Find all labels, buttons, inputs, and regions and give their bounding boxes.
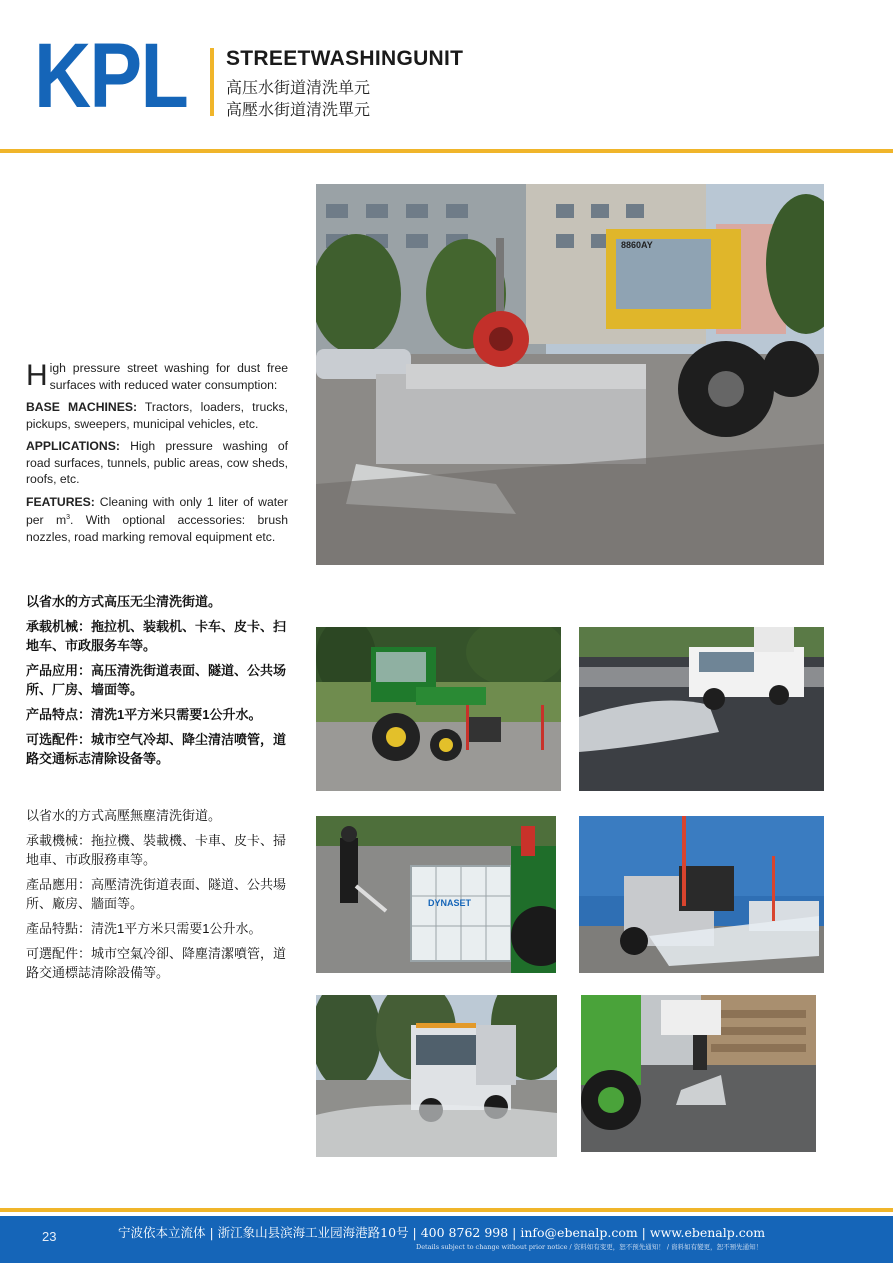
pickup-washer-image	[579, 627, 824, 791]
cn-t-line5: 可選配件：城市空氣冷卻、降塵清潔噴管，道路交通標誌清除設備等。	[26, 946, 287, 980]
dropcap: H	[26, 359, 48, 392]
intro-chinese-traditional	[26, 806, 296, 988]
intro-lead-paragraph	[26, 360, 288, 393]
base-machines-label: BASE MACHINES:	[26, 400, 138, 414]
features-text-2: . With optional accessories: brush nozzles, road marking removal equipment etc.	[26, 513, 289, 544]
subtitle-traditional: 高壓水街道清洗單元	[226, 102, 371, 119]
photo-handheld-lance	[316, 816, 556, 973]
applications-label: APPLICATIONS:	[26, 439, 120, 453]
truck-washer-image	[316, 995, 557, 1157]
cn-s-line2: 承载机械：拖拉机、装载机、卡车、皮卡、扫地车、市政服务车等。	[26, 619, 287, 653]
handheld-lance-image	[316, 816, 556, 973]
ibc-tank-label: DYNASET	[428, 898, 472, 908]
subtitle-simplified: 高压水街道清洗单元	[226, 80, 371, 97]
header-rule	[0, 149, 893, 153]
photo-wash-bar-unit	[579, 816, 824, 973]
loader-washer-image	[581, 995, 816, 1152]
footer-bar	[0, 1216, 893, 1263]
cn-t-line1: 以省水的方式高壓無塵清洗街道。	[26, 808, 222, 823]
photo-pickup-washer	[579, 627, 824, 791]
footer-contact: 宁波依本立流体 | 浙江象山县滨海工业园海港路10号 | 400 8762 998 | info@ebenalp.com | www.ebenalp.com	[118, 1225, 766, 1240]
features-label: FEATURES:	[26, 494, 95, 509]
cn-t-line3: 產品應用：高壓清洗街道表面、隧道、公共場所、廠房、牆面等。	[26, 877, 287, 911]
page-subtitle	[226, 78, 370, 122]
page-number: 23	[42, 1229, 57, 1244]
green-tractor-image	[316, 627, 561, 791]
header-divider	[210, 48, 214, 116]
main-photo-image	[316, 184, 824, 565]
photo-loader-washer	[581, 995, 816, 1152]
cn-s-line3: 产品应用：高压清洗街道表面、隧道、公共场所、厂房、墙面等。	[26, 663, 287, 697]
cn-t-line4: 產品特點：清洗1平方米只需要1公升水。	[26, 921, 262, 936]
cn-s-line4: 产品特点：清洗1平方米只需要1公升水。	[26, 707, 262, 722]
wash-bar-unit-image	[579, 816, 824, 973]
cn-s-line5: 可选配件：城市空气冷却、降尘清洁喷管，道路交通标志清除设备等。	[26, 732, 287, 766]
intro-english	[26, 360, 288, 551]
intro-lead: igh pressure street washing for dust free surfaces with reduced water consumption:	[49, 361, 288, 392]
page-title: STREETWASHINGUNIT	[226, 47, 464, 70]
main-photo-tractor-washer	[316, 184, 824, 565]
intro-chinese-simplified	[26, 592, 296, 774]
tractor-license-plate: 8860AY	[621, 240, 653, 250]
features-paragraph	[26, 494, 288, 546]
base-machines-text: Tractors, loaders, trucks, pickups, sweepers, municipal vehicles, etc.	[26, 400, 288, 431]
footer-rule	[0, 1208, 893, 1212]
cn-t-line2: 承載機械：拖拉機、裝載機、卡車、皮卡、掃地車、市政服務車等。	[26, 833, 287, 867]
features-text-1: Cleaning with only 1 liter of water per m	[26, 494, 288, 528]
photo-green-tractor	[316, 627, 561, 791]
kpl-logo: KPL	[34, 25, 188, 127]
photo-truck-washer	[316, 995, 557, 1157]
applications-paragraph	[26, 438, 288, 488]
cn-s-line1: 以省水的方式高压无尘清洗街道。	[26, 594, 222, 609]
applications-text: High pressure washing of road surfaces, tunnels, public areas, cow sheds, roofs, etc.	[26, 439, 288, 486]
features-superscript: 3	[66, 514, 71, 521]
footer-disclaimer: Details subject to change without prior notice / 资料如有变更，恕不预先通知！ / 資料如有變更，恕不預先通知！	[416, 1243, 763, 1251]
base-machines-paragraph	[26, 399, 288, 432]
